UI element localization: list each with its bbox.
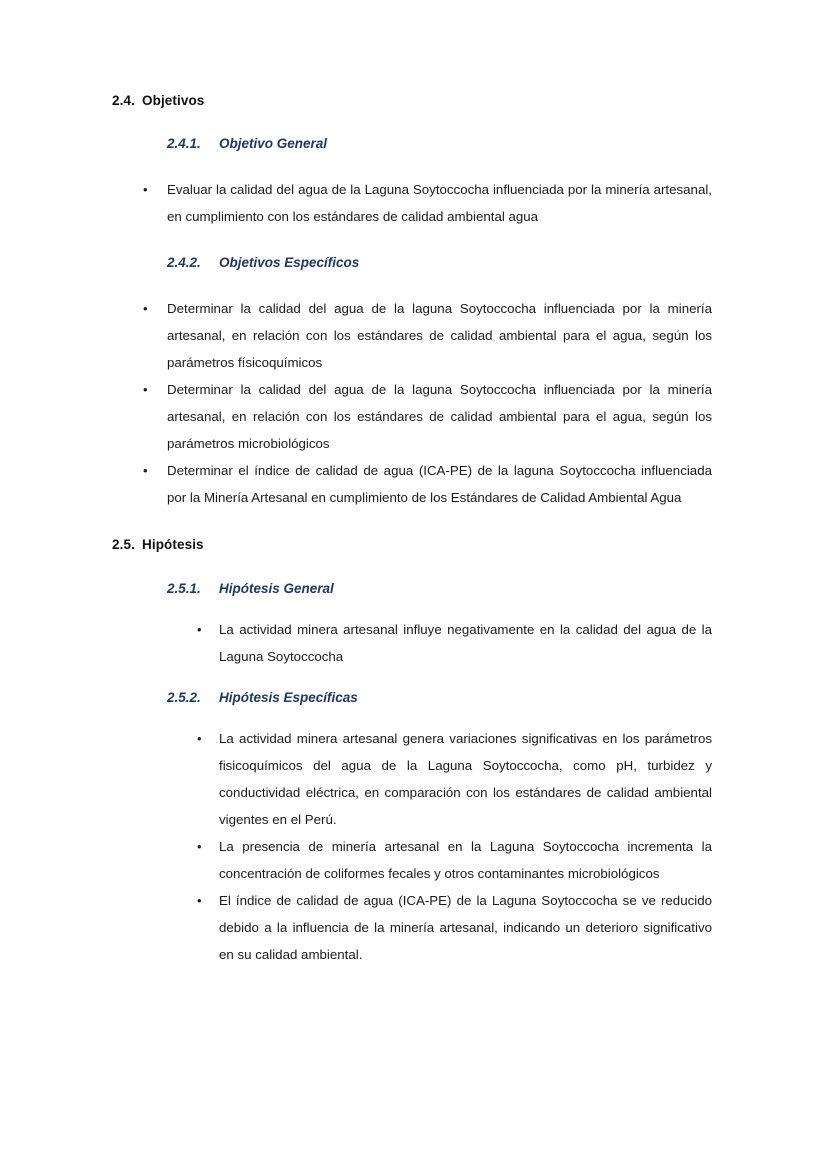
spacer bbox=[112, 707, 712, 725]
list-item-text: Determinar la calidad del agua de la laguna Soytoccocha influenciada por la minería artesanal, en relación con los estándares de calidad ambiental para el agua, según los parámetros físicoquímicos bbox=[167, 301, 712, 370]
heading-2-5-title: Hipótesis bbox=[142, 537, 204, 552]
heading-2-5-1-number: 2.5.1. bbox=[167, 581, 201, 596]
list-item bbox=[197, 887, 712, 968]
heading-2-4-2-number: 2.4.2. bbox=[167, 255, 201, 270]
bullet-icon: • bbox=[197, 622, 202, 637]
heading-2-4-1-number: 2.4.1. bbox=[167, 136, 201, 151]
list-item bbox=[143, 457, 712, 511]
heading-2-5 bbox=[112, 536, 712, 554]
heading-2-5-2 bbox=[167, 689, 712, 707]
bullet-icon: • bbox=[197, 731, 202, 746]
list-item bbox=[197, 833, 712, 887]
list-item-text: La actividad minera artesanal genera variaciones significativas en los parámetros fisicoquímicos del agua de la Laguna Soytoccocha, como pH, turbidez y conductividad eléctrica, en comparación con los estándares de calidad ambiental vigentes en el Perú. bbox=[219, 731, 712, 827]
list-item-text: Evaluar la calidad del agua de la Laguna Soytoccocha influenciada por la minería artesanal, en cumplimiento con los estándares de calidad ambiental agua bbox=[167, 182, 712, 224]
heading-2-4-1-title: Objetivo General bbox=[219, 136, 328, 151]
bullet-icon: • bbox=[197, 839, 202, 854]
spacer bbox=[112, 598, 712, 616]
list-item-text: Determinar el índice de calidad de agua (ICA-PE) de la laguna Soytoccocha influenciada por la Minería Artesanal en cumplimiento de los Estándares de Calidad Ambiental Agua bbox=[167, 463, 712, 505]
bullet-icon: • bbox=[197, 893, 202, 908]
heading-2-5-1 bbox=[167, 580, 712, 598]
spacer bbox=[112, 153, 712, 176]
list-item-text: La actividad minera artesanal influye negativamente en la calidad del agua de la Laguna Soytoccocha bbox=[219, 622, 712, 664]
document-content bbox=[112, 92, 712, 968]
objetivos-especificos-list bbox=[143, 295, 712, 511]
heading-2-5-2-title: Hipótesis Específicas bbox=[219, 690, 358, 705]
heading-2-4-title: Objetivos bbox=[142, 93, 205, 108]
hipotesis-general-list bbox=[197, 616, 712, 670]
heading-2-4-2 bbox=[167, 254, 712, 272]
spacer bbox=[112, 554, 712, 580]
list-item bbox=[197, 725, 712, 833]
spacer bbox=[112, 272, 712, 295]
list-item-text: La presencia de minería artesanal en la Laguna Soytoccocha incrementa la concentración de coliformes fecales y otros contaminantes microbiológicos bbox=[219, 839, 712, 881]
bullet-icon: • bbox=[143, 463, 148, 478]
heading-2-4-2-title: Objetivos Específicos bbox=[219, 255, 360, 270]
spacer bbox=[112, 230, 712, 254]
heading-2-4-1 bbox=[167, 135, 712, 153]
list-item bbox=[143, 376, 712, 457]
hipotesis-especificas-list bbox=[197, 725, 712, 968]
heading-2-4 bbox=[112, 92, 712, 110]
heading-2-5-number: 2.5. bbox=[112, 537, 135, 552]
list-item-text: Determinar la calidad del agua de la laguna Soytoccocha influenciada por la minería artesanal, en relación con los estándares de calidad ambiental para el agua, según los parámetros microbiológicos bbox=[167, 382, 712, 451]
spacer bbox=[112, 670, 712, 689]
heading-2-5-1-title: Hipótesis General bbox=[219, 581, 334, 596]
spacer bbox=[112, 511, 712, 536]
objetivo-general-list bbox=[143, 176, 712, 230]
heading-2-4-number: 2.4. bbox=[112, 93, 135, 108]
list-item bbox=[143, 176, 712, 230]
bullet-icon: • bbox=[143, 301, 148, 316]
bullet-icon: • bbox=[143, 182, 148, 197]
list-item-text: El índice de calidad de agua (ICA-PE) de la Laguna Soytoccocha se ve reducido debido a la influencia de la minería artesanal, indicando un deterioro significativo en su calidad ambiental. bbox=[219, 893, 712, 962]
heading-2-5-2-number: 2.5.2. bbox=[167, 690, 201, 705]
spacer bbox=[112, 110, 712, 135]
bullet-icon: • bbox=[143, 382, 148, 397]
list-item bbox=[143, 295, 712, 376]
list-item bbox=[197, 616, 712, 670]
